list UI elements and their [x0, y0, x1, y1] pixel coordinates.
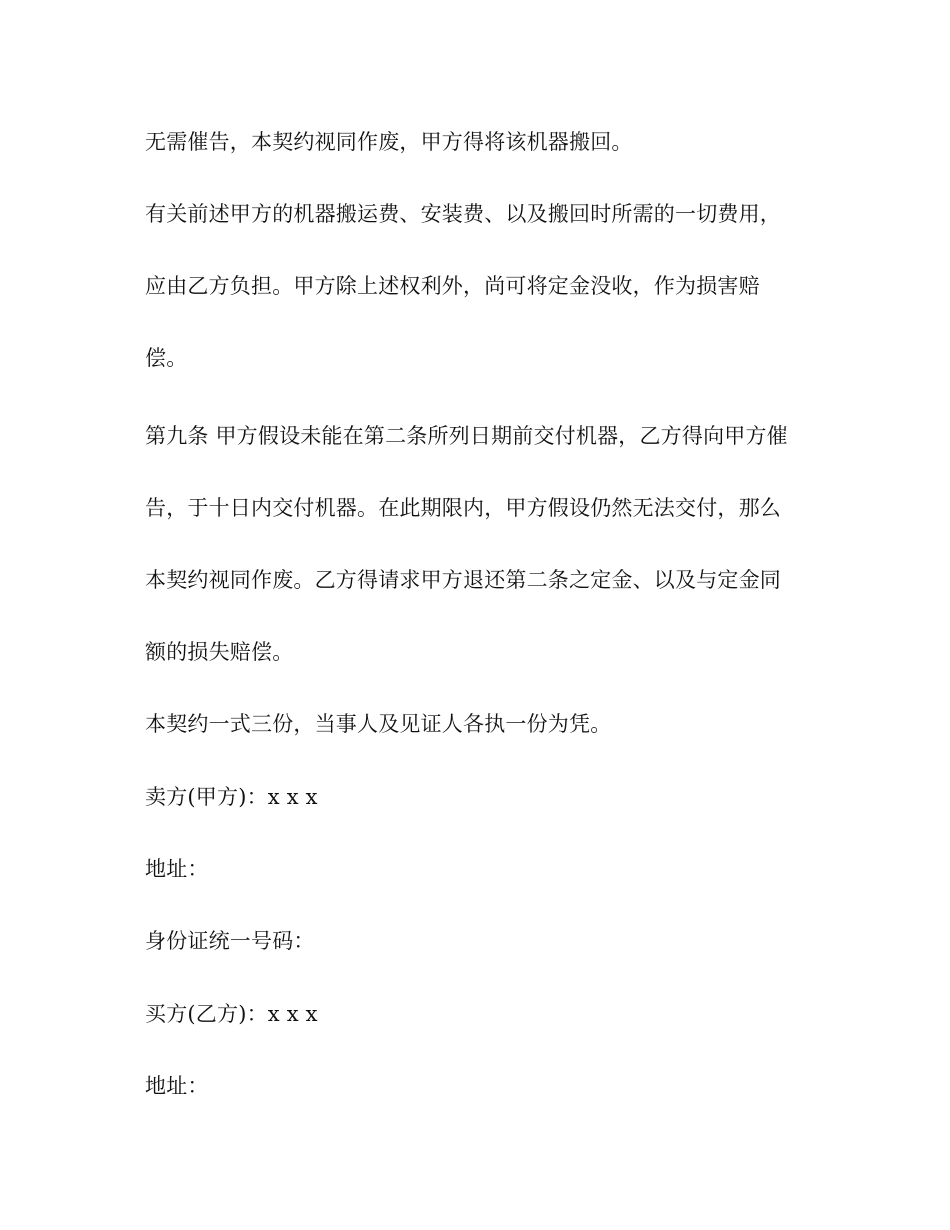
buyer-address-field: 地址：	[145, 1074, 209, 1098]
seller-id-number-field: 身份证统一号码：	[145, 929, 315, 953]
paragraph-line: 额的损失赔偿。	[145, 640, 294, 664]
paragraph-line: 告，于十日内交付机器。在此期限内，甲方假设仍然无法交付，那么	[145, 496, 781, 520]
paragraph-line: 无需催告，本契约视同作废，甲方得将该机器搬回。	[145, 130, 633, 154]
paragraph-line: 应由乙方负担。甲方除上述权利外，尚可将定金没收，作为损害赔	[145, 274, 760, 298]
paragraph-line: 偿。	[145, 346, 188, 370]
paragraph-line: 有关前述甲方的机器搬运费、安装费、以及搬回时所需的一切费用，	[145, 202, 781, 226]
article-nine-line: 第九条 甲方假设未能在第二条所列日期前交付机器，乙方得向甲方催	[145, 424, 788, 448]
seller-address-field: 地址：	[145, 857, 209, 881]
buyer-name-field: 买方(乙方)：x x x	[145, 1002, 318, 1026]
seller-name-field: 卖方(甲方)：x x x	[145, 785, 318, 809]
copies-statement: 本契约一式三份，当事人及见证人各执一份为凭。	[145, 712, 612, 736]
paragraph-line: 本契约视同作废。乙方得请求甲方退还第二条之定金、以及与定金同	[145, 568, 781, 592]
